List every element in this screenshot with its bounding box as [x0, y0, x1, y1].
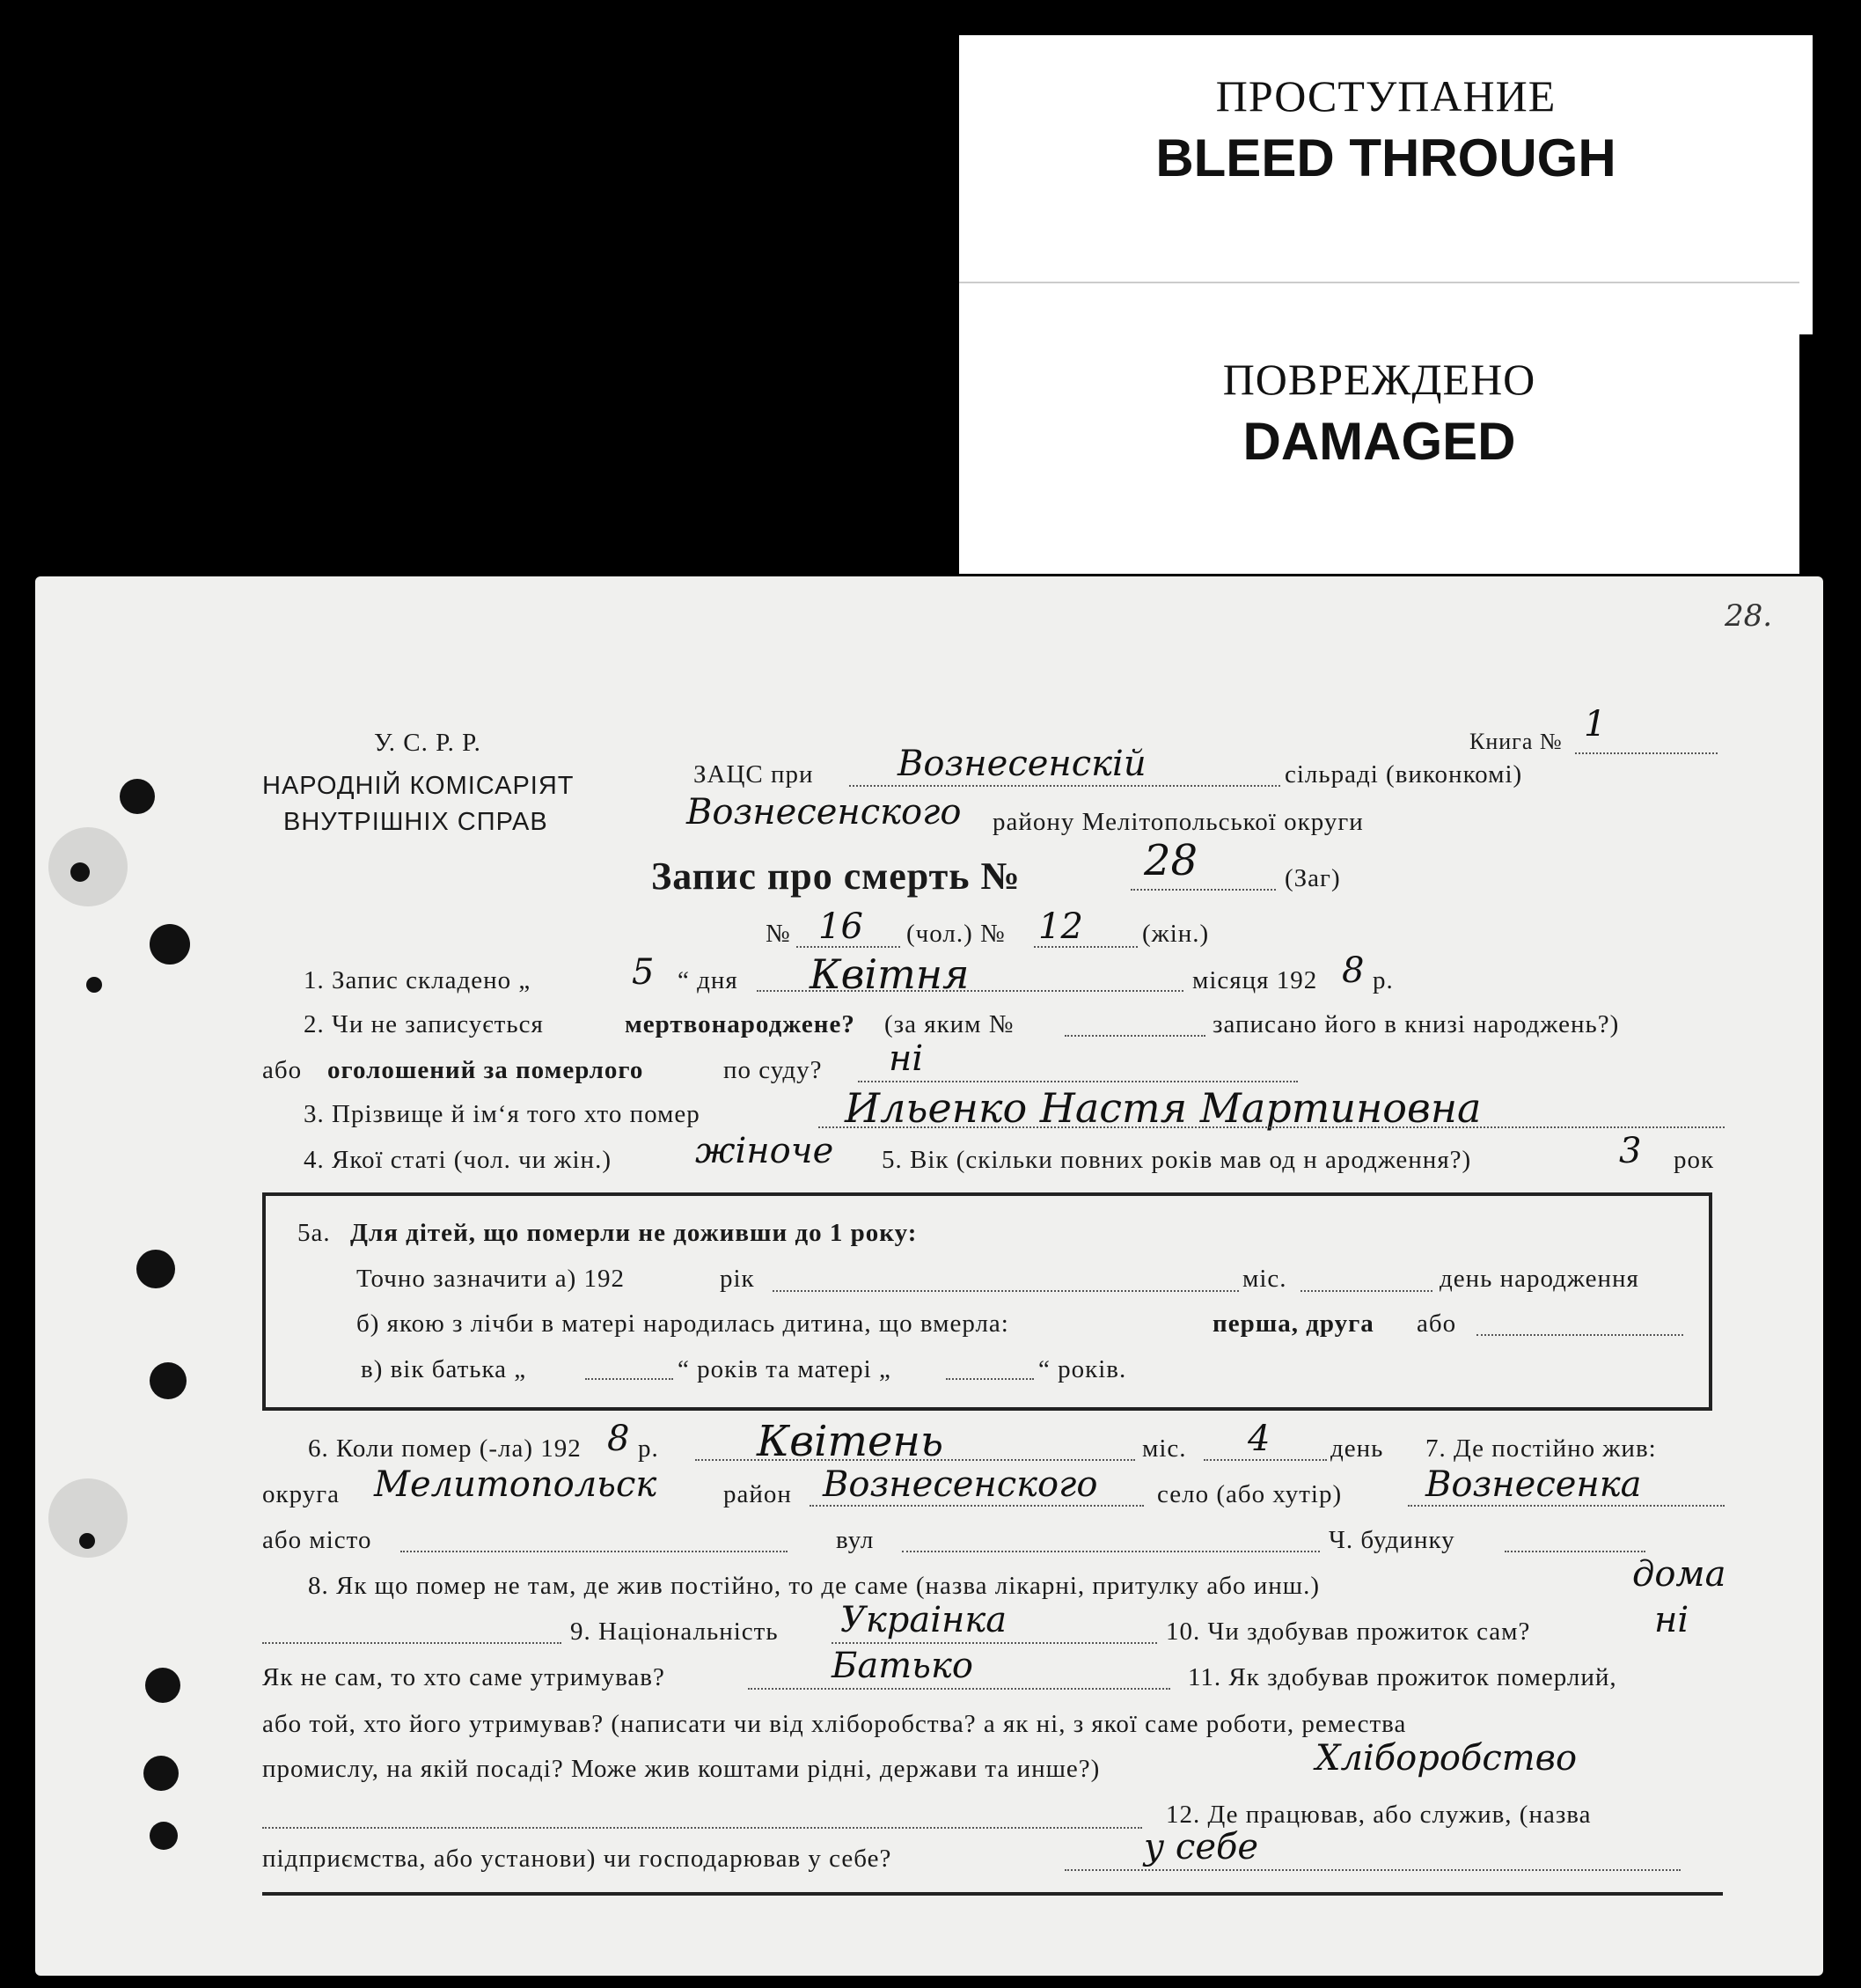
q5a-line-c3: “ років.: [1038, 1355, 1127, 1383]
male-no-label: №: [766, 920, 791, 948]
keeper-answer: Батько: [832, 1646, 973, 1686]
page-number: 28.: [1725, 598, 1773, 634]
q3-name: Ильенко Настя Мартиновна: [845, 1084, 1482, 1132]
q5a-order-line: [1476, 1334, 1683, 1336]
q7-vul-label: вул: [836, 1526, 875, 1554]
q7-raion-line: [810, 1505, 1144, 1507]
q7-selo-label: село (або хутір): [1157, 1480, 1343, 1508]
book-label: Книга №: [1469, 729, 1563, 754]
q12-line2: підприємства, або установи) чи господарював у себе?: [262, 1845, 892, 1873]
raion-value: Вознесенского: [686, 792, 962, 833]
damaged-label-ru: ПОВРЕЖДЕНО: [1222, 355, 1536, 404]
q7-misto-line: [400, 1551, 788, 1552]
q1-year-label: місяця 192: [1192, 966, 1318, 994]
ministry-line-2: ВНУТРІШНІХ СПРАВ: [283, 808, 548, 836]
damage-hole: [136, 1250, 175, 1288]
q2-part3: записано його в книзі народжень?): [1213, 1010, 1620, 1038]
q5a-line-a1: Точно зазначити а) 192: [356, 1265, 625, 1293]
q1-mid: “ дня: [678, 966, 738, 994]
q7-selo: Вознесенка: [1425, 1464, 1642, 1505]
female-number: 12: [1038, 906, 1083, 947]
book-number: 1: [1584, 704, 1607, 745]
q5-suffix: рок: [1674, 1146, 1715, 1174]
zags-label: ЗАЦС при: [693, 760, 814, 789]
q2-part2: (за яким №: [884, 1010, 1015, 1038]
q11-line2: або той, хто його утримував? (написати чи від хліборобства? а як ні, з якої саме роботи, ремества: [262, 1710, 1407, 1738]
q3-name-line: [818, 1126, 1725, 1128]
q5a-title: Для дітей, що померли не доживши до 1 року:: [350, 1219, 918, 1247]
q12-line1: 12. Де працював, або служив, (назва: [1166, 1801, 1592, 1829]
q6-month: Квітень: [757, 1417, 944, 1466]
q4-answer: жіноче: [695, 1131, 834, 1171]
q2-answer: ні: [889, 1038, 924, 1079]
male-suffix: (чол.) №: [906, 920, 1006, 948]
female-suffix: (жін.): [1142, 920, 1210, 948]
damaged-label-en: DAMAGED: [1242, 412, 1516, 471]
q6-month-line: [695, 1459, 1135, 1461]
council-suffix: сільраді (виконкомі): [1285, 760, 1523, 789]
bleed-through-label-ru: ПРОСТУПАНИЕ: [1215, 71, 1557, 121]
keeper-answer-line: [748, 1688, 1170, 1690]
q7-okruga-label: округа: [262, 1480, 340, 1508]
ministry-line-1: НАРОДНІЙ КОМІСАРІЯТ: [262, 772, 575, 800]
q1-day: 5: [632, 952, 655, 993]
damaged-card: [959, 282, 1799, 574]
q5a-year-line: [773, 1290, 1239, 1292]
record-number-line: [1131, 889, 1276, 891]
q11-line1: 11. Як здобував прожиток померлий,: [1188, 1663, 1617, 1691]
q3-label: 3. Прізвище й ім‘я того хто помер: [304, 1100, 700, 1128]
raion-suffix: району Мелітопольської округи: [993, 808, 1364, 836]
q5a-line-b-bold: перша, друга: [1213, 1309, 1374, 1338]
q2-stillborn: мертвонароджене?: [625, 1010, 855, 1038]
q6-day-label: день: [1330, 1434, 1384, 1463]
keeper-label: Як не сам, то хто саме утримував?: [262, 1663, 665, 1691]
q5-answer: 3: [1619, 1131, 1642, 1171]
damage-hole: [143, 1756, 179, 1791]
q7-raion-label: район: [723, 1480, 792, 1508]
q7-budynku-label: Ч. будинку: [1329, 1526, 1455, 1554]
q10-label: 10. Чи здобував прожиток сам?: [1166, 1618, 1531, 1646]
q5a-line-b1: б) якою з лічби в матері народилась дитина, що вмерла:: [356, 1309, 1009, 1338]
q5a-father-age-line: [585, 1378, 673, 1380]
q2-declared-dead: оголошений за померлого: [327, 1056, 644, 1084]
q10-answer: ні: [1654, 1600, 1689, 1640]
q5a-line-b2: або: [1417, 1309, 1457, 1338]
q1-month-line: [757, 990, 1183, 992]
q5a-line-c2: “ років та матері „: [678, 1355, 891, 1383]
q11-answer-line: [262, 1827, 1142, 1829]
bottom-rule: [262, 1892, 1723, 1896]
q5-label: 5. Вік (скільки повних років мав од н ародження?): [882, 1146, 1472, 1174]
zags-council-value: Вознесенскій: [898, 744, 1147, 784]
q4-label: 4. Якої статі (чол. чи жін.): [304, 1146, 612, 1174]
record-title: Запис про смерть №: [651, 855, 1021, 898]
q7-raion: Вознесенского: [823, 1464, 1098, 1505]
q7-label: 7. Де постійно жив:: [1425, 1434, 1657, 1463]
record-number: 28: [1144, 836, 1198, 885]
q11-answer: Хліборобство: [1315, 1738, 1578, 1779]
q5a-month-line: [1301, 1290, 1432, 1292]
damage-hole: [86, 977, 102, 993]
q1-year-digit: 8: [1342, 950, 1365, 991]
q1-month: Квітня: [810, 950, 970, 998]
bleed-through-label-en: BLEED THROUGH: [1155, 128, 1616, 187]
q11-line3: промислу, на якій посаді? Може жив коштами рідні, держави та инше?): [262, 1755, 1101, 1783]
female-number-line: [1034, 946, 1138, 948]
q12-answer-line: [1065, 1869, 1681, 1871]
zags-council-line: [849, 785, 1280, 787]
q8-answer-line: [262, 1642, 561, 1644]
q7-budynku-line: [1505, 1551, 1645, 1552]
q2-answer-line: [858, 1081, 1298, 1082]
q6-mis: міс.: [1142, 1434, 1187, 1463]
q6-r: р.: [638, 1434, 659, 1463]
q9-answer: Украінка: [840, 1600, 1007, 1640]
male-number: 16: [818, 906, 863, 947]
q5a-line-a2: рік: [720, 1265, 755, 1293]
damage-hole: [120, 779, 155, 814]
q2-number-line: [1065, 1035, 1205, 1037]
q1-r: р.: [1373, 966, 1394, 994]
q2-part4: або: [262, 1056, 303, 1084]
damage-hole: [150, 1362, 187, 1399]
book-number-line: [1575, 752, 1718, 754]
q6-label: 6. Коли помер (-ла) 192: [308, 1434, 582, 1463]
male-number-line: [796, 946, 900, 948]
damage-hole: [79, 1533, 95, 1549]
q9-answer-line: [832, 1642, 1157, 1644]
q5a-line-c1: в) вік батька „: [361, 1355, 527, 1383]
q5a-label: 5а.: [297, 1219, 331, 1247]
q7-misto-label: або місто: [262, 1526, 372, 1554]
q8-label: 8. Як що помер не там, де жив постійно, то де саме (назва лікарні, притулку або инш.): [308, 1572, 1321, 1600]
q12-answer: у себе: [1144, 1827, 1259, 1867]
state-label: У. С. Р. Р.: [374, 729, 481, 757]
q9-label: 9. Національність: [570, 1618, 779, 1646]
q6-day: 4: [1248, 1419, 1271, 1459]
q5a-mother-age-line: [946, 1378, 1034, 1380]
q6-day-line: [1204, 1459, 1327, 1461]
total-suffix: (Заг): [1285, 864, 1341, 892]
damage-hole: [70, 862, 90, 882]
q7-vul-line: [902, 1551, 1320, 1552]
damage-hole: [150, 924, 190, 965]
q7-selo-line: [1408, 1505, 1725, 1507]
q1-label: 1. Запис складено „: [304, 966, 531, 994]
damage-hole: [145, 1668, 180, 1703]
q7-okruga: Мелитопольск: [374, 1464, 657, 1505]
q5a-line-a3: міс.: [1242, 1265, 1287, 1293]
q2-part5: по суду?: [723, 1056, 823, 1084]
q2-part1: 2. Чи не записується: [304, 1010, 544, 1038]
q5a-line-a4: день народження: [1440, 1265, 1639, 1293]
damage-hole: [150, 1822, 178, 1850]
q6-year-digit: 8: [607, 1419, 630, 1459]
q8-answer: дома: [1632, 1554, 1726, 1595]
